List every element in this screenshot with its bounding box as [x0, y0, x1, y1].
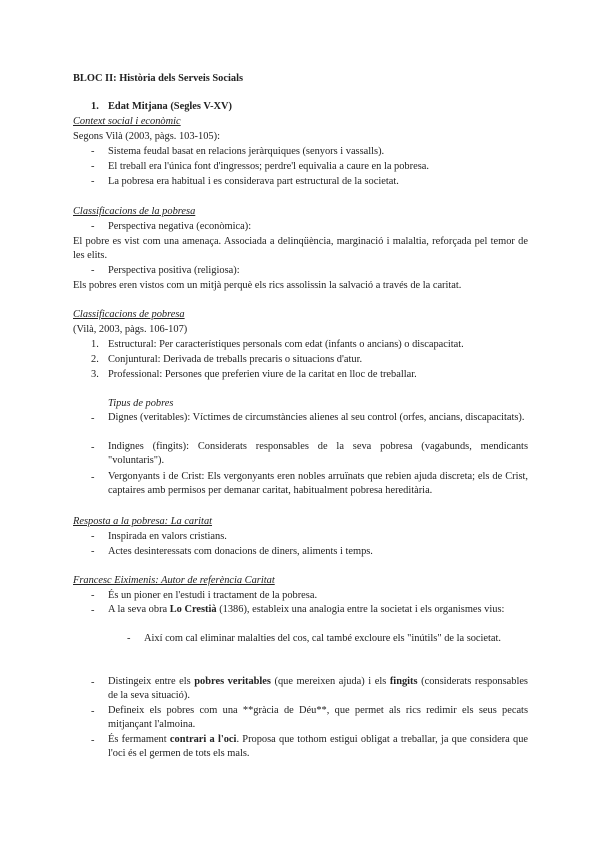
bullet-dash: -	[91, 590, 95, 601]
context-bullet-1: Sistema feudal basat en relacions jeràrquiques (senyors i vassalls).	[108, 146, 385, 157]
negative-perspective-text: El pobre es vist com una amenaça. Associada a delinqüència, marginació i malaltia, reforçada pel temor de les elits.	[73, 236, 528, 261]
document-heading: BLOC II: Història dels Serveis Socials	[73, 73, 244, 84]
work-title: Lo Crestià	[169, 604, 217, 615]
context-source: Segons Vilà (2003, pàgs. 103-105):	[73, 131, 220, 142]
eiximenis-bullet-1: És un pioner en l'estudi i tractament de la pobresa.	[108, 590, 318, 601]
eiximenis-bullet-3	[108, 675, 528, 703]
type-indignes: Indignes (fingits): Considerats responsables de la seva pobresa (vagabunds, mendicants "voluntaris").	[108, 441, 528, 466]
classif2-item-3: Professional: Persones que preferien viure de la caritat en lloc de treballar.	[108, 369, 417, 380]
eiximenis-sub-bullet: Així com cal eliminar malalties del cos, cal també excloure els "inútils" de la societat.	[144, 633, 502, 644]
bullet-dash: -	[91, 146, 95, 157]
bullet-dash: -	[91, 531, 95, 542]
positive-perspective-label: Perspectiva positiva (religiosa):	[108, 265, 240, 276]
bullet-dash: -	[91, 442, 95, 453]
eiximenis-bullet-5	[108, 733, 528, 761]
classif1-title: Classificacions de la pobresa	[73, 206, 196, 217]
section-title: Edat Mitjana (Segles V-XV)	[108, 101, 233, 112]
b3-bold-1: pobres veritables	[194, 676, 271, 687]
response-bullet-1: Inspirada en valors cristians.	[108, 531, 227, 542]
context-title: Context social i econòmic	[73, 116, 181, 127]
bullet-dash: -	[91, 472, 95, 483]
section-number: 1.	[91, 101, 99, 112]
eiximenis-title: Francesc Eiximenis: Autor de referència Caritat	[73, 575, 275, 586]
response-bullet-2: Actes desinteressats com donacions de diners, aliments i temps.	[108, 546, 373, 557]
bullet-dash: -	[91, 413, 95, 424]
classif2-source: (Vilà, 2003, pàgs. 106-107)	[73, 324, 188, 335]
b3-c: (que mereixen ajuda) i els	[270, 676, 390, 687]
classif2-title: Classificacions de pobresa	[73, 309, 185, 320]
b3-a: Distingeix entre els	[108, 676, 195, 687]
type-vergonyants: Vergonyants i de Crist: Els vergonyants eren nobles arruïnats que rebien ajuda discreta; els de Crist, captaires amb permisos per demanar caritat, habitualment pobresa hereditària.	[108, 471, 528, 496]
type-dignes: Dignes (veritables): Víctimes de circumstàncies alienes al seu control (orfes, ancians, discapacitats).	[108, 412, 525, 423]
sub-bullet-dash: -	[127, 633, 131, 644]
b2-post: (1386), estableix una analogia entre la societat i els organismes vius:	[216, 604, 505, 615]
bullet-dash: -	[91, 221, 95, 232]
context-bullet-2: El treball era l'única font d'ingressos; perdre'l equivalia a caure en la pobresa.	[108, 161, 429, 172]
context-bullet-3: La pobresa era habitual i es considerava part estructural de la societat.	[108, 176, 399, 187]
bullet-dash: -	[91, 161, 95, 172]
response-title: Resposta a la pobresa: La caritat	[73, 516, 213, 527]
negative-perspective-label: Perspectiva negativa (econòmica):	[108, 221, 252, 232]
bullet-dash: -	[91, 735, 95, 746]
positive-perspective-text: Els pobres eren vistos com un mitjà perquè els rics assolissin la salvació a través de la caritat.	[73, 280, 462, 291]
bullet-dash: -	[91, 605, 95, 616]
b2-pre: A la seva obra	[108, 604, 170, 615]
bullet-dash: -	[91, 265, 95, 276]
b5-c: . Proposa que tothom estigui obligat a treballar, ja que considera que l'oci és el germen de tots els mals.	[108, 734, 529, 759]
classif2-item-1: Estructural: Per característiques personals com edat (infants o ancians) o discapacitat.	[108, 339, 464, 350]
b5-bold: contrari a l'oci	[169, 734, 237, 745]
bullet-dash: -	[91, 706, 95, 717]
b5-a: És fermament	[108, 734, 170, 745]
numbered-marker: 1.	[91, 339, 99, 350]
types-title: Tipus de pobres	[108, 398, 174, 409]
numbered-marker: 3.	[91, 369, 99, 380]
numbered-marker: 2.	[91, 354, 99, 365]
eiximenis-bullet-4: Defineix els pobres com una **gràcia de Déu**, que permet als rics redimir els seus pecats mitjançant l'almoina.	[108, 705, 528, 730]
bullet-dash: -	[91, 677, 95, 688]
eiximenis-bullet-2	[108, 603, 528, 617]
bullet-dash: -	[91, 176, 95, 187]
b3-bold-2: fingits	[389, 676, 418, 687]
b3-e: (considerats responsables de la seva situació).	[108, 676, 528, 701]
bullet-dash: -	[91, 546, 95, 557]
classif2-item-2: Conjuntural: Derivada de treballs precaris o situacions d'atur.	[108, 354, 363, 365]
